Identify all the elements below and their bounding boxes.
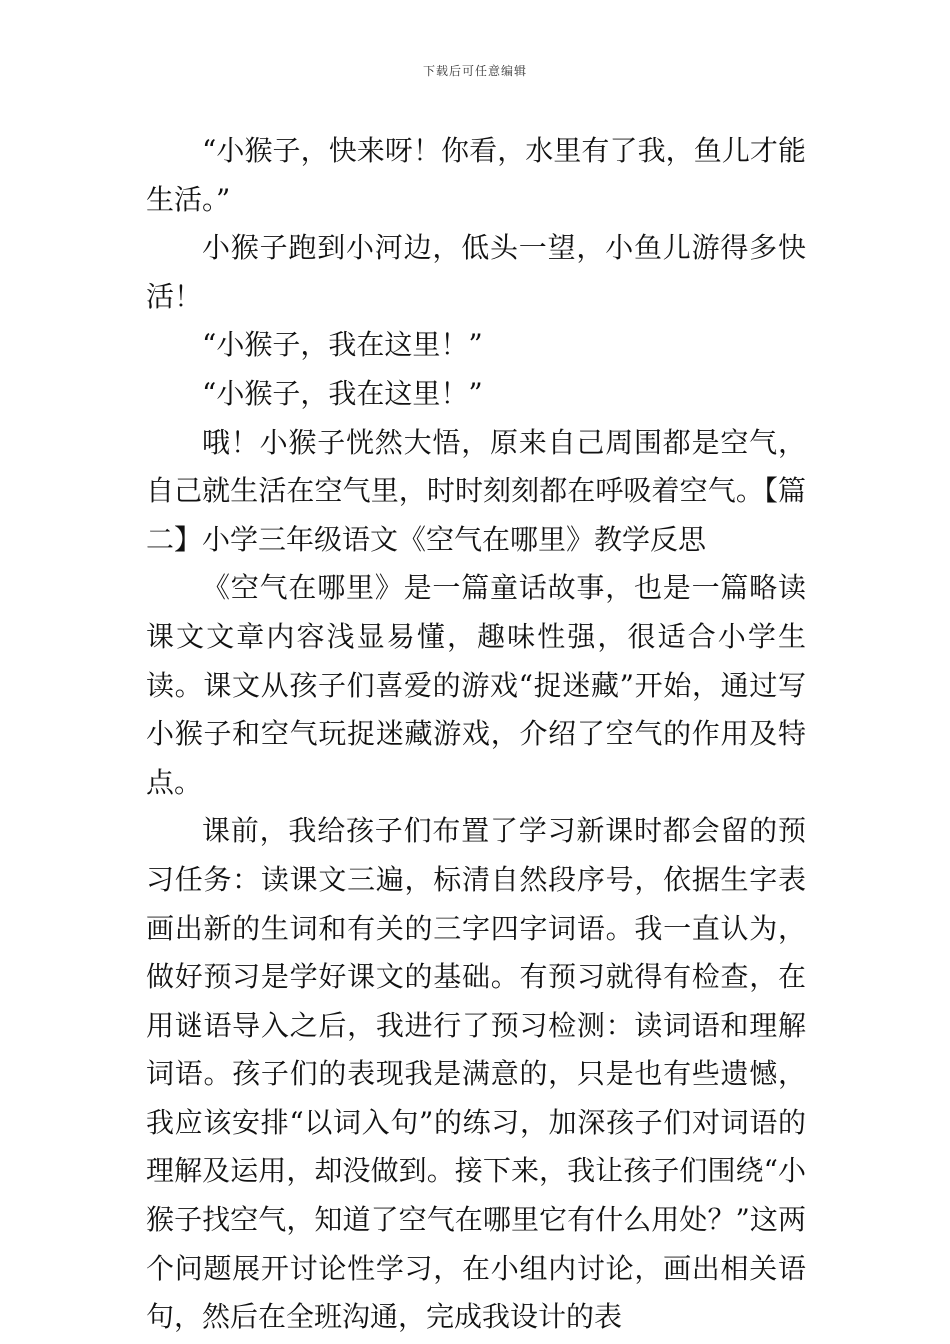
paragraph-1: “小猴子，快来呀！你看，水里有了我，鱼儿才能生活。” [146,134,806,216]
document-body [146,127,806,1342]
paragraph-4: “小猴子，我在这里！” [202,376,483,410]
paragraph-7: 课前，我给孩子们布置了学习新课时都会留的预习任务：读课文三遍，标清自然段序号，依据生字表画出新的生词和有关的三字四字词语。我一直认为，做好预习是学好课文的基础。有预习就得有检查，在用谜语导入之后，我进行了预习检测：读词语和理解词语。孩子们的表现我是满意的，只是也有些遗憾，我应该安排“以词入句”的练习，加深孩子们对词语的理解及运用，却没做到。接下来，我让孩子们围绕“小猴子找空气，知道了空气在哪里它有什么用处？”这两个问题展开讨论性学习，在小组内讨论，画出相关语句，然后在全班沟通，完成我设计的表 [146,814,806,1334]
paragraph-5: 哦！小猴子恍然大悟，原来自己周围都是空气，自己就生活在空气里，时时刻刻都在呼吸着空气。【篇二】小学三年级语文《空气在哪里》教学反思 [146,425,806,556]
page-header: 下载后可任意编辑 [422,64,527,78]
paragraph-2: 小猴子跑到小河边，低头一望，小鱼儿游得多快活！ [146,231,806,313]
paragraph-3: “小猴子，我在这里！” [202,328,483,362]
paragraph-6: 《空气在哪里》是一篇童话故事，也是一篇略读课文文章内容浅显易懂，趣味性强，很适合小学生读。课文从孩子们喜爱的游戏“捉迷藏”开始，通过写小猴子和空气玩捉迷藏游戏，介绍了空气的作用及特点。 [146,571,806,799]
